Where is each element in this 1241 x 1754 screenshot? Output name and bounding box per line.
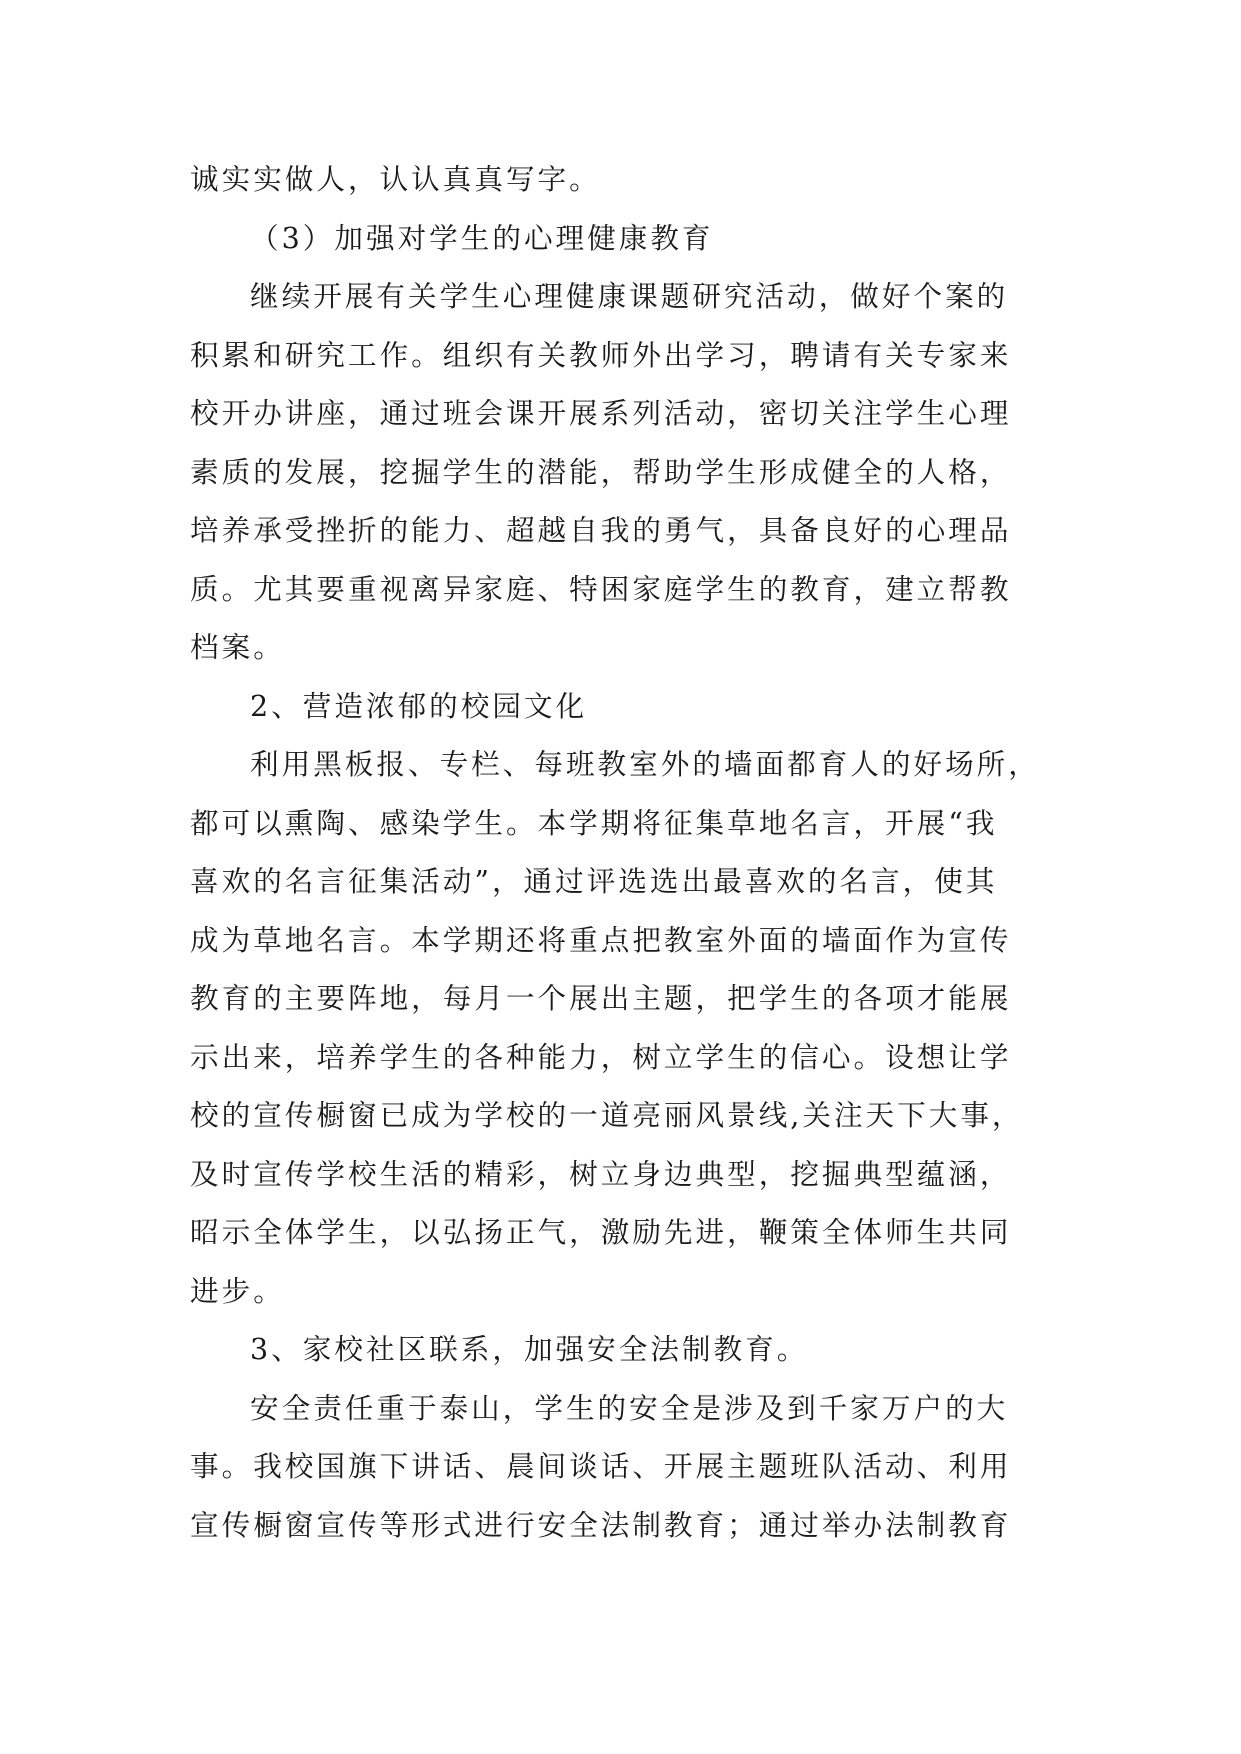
section-heading: 2、营造浓郁的校园文化 xyxy=(250,688,588,723)
text-line: 宣传橱窗宣传等形式进行安全法制教育；通过举办法制教育 xyxy=(190,1507,1012,1542)
text-line: 利用黑板报、专栏、每班教室外的墙面都育人的好场所， xyxy=(250,747,1040,781)
text-line: 都可以熏陶、感染学生。本学期将征集草地名言，开展“我 xyxy=(190,805,998,840)
text-line: 培养承受挫折的能力、超越自我的勇气，具备良好的心理品 xyxy=(190,513,1012,547)
text-line: 事。我校国旗下讲话、晨间谈话、开展主题班队活动、利用 xyxy=(190,1449,1012,1483)
text-line: 诚实实做人，认认真真写字。 xyxy=(190,162,601,196)
text-line: 示出来，培养学生的各种能力，树立学生的信心。设想让学 xyxy=(190,1039,1012,1074)
text-line: 及时宣传学校生活的精彩，树立身边典型，挖掘典型蕴涵， xyxy=(190,1156,1012,1191)
section-heading: 3、家校社区联系，加强安全法制教育。 xyxy=(250,1332,809,1366)
text-line: 喜欢的名言征集活动”，通过评选选出最喜欢的名言，使其 xyxy=(190,864,998,898)
text-line: 档案。 xyxy=(190,630,285,664)
document-page xyxy=(190,150,1060,1554)
text-line: 安全责任重于泰山，学生的安全是涉及到千家万户的大 xyxy=(250,1390,1009,1425)
subsection-heading: （3）加强对学生的心理健康教育 xyxy=(250,220,714,255)
text-line: 积累和研究工作。组织有关教师外出学习，聘请有关专家来 xyxy=(190,337,1012,372)
text-line: 继续开展有关学生心理健康课题研究活动，做好个案的 xyxy=(250,279,1009,313)
text-line: 教育的主要阵地，每月一个展出主题，把学生的各项才能展 xyxy=(190,981,1012,1015)
text-line: 成为草地名言。本学期还将重点把教室外面的墙面作为宣传 xyxy=(190,922,1012,957)
text-line: 校的宣传橱窗已成为学校的一道亮丽风景线,关注天下大事， xyxy=(190,1098,1024,1132)
text-line: 校开办讲座，通过班会课开展系列活动，密切关注学生心理 xyxy=(190,396,1012,430)
text-line: 进步。 xyxy=(190,1273,285,1308)
text-line: 昭示全体学生，以弘扬正气，激励先进，鞭策全体师生共同 xyxy=(190,1215,1012,1249)
text-line: 素质的发展，挖掘学生的潜能，帮助学生形成健全的人格， xyxy=(190,454,1012,489)
text-line: 质。尤其要重视离异家庭、特困家庭学生的教育，建立帮教 xyxy=(190,571,1012,606)
